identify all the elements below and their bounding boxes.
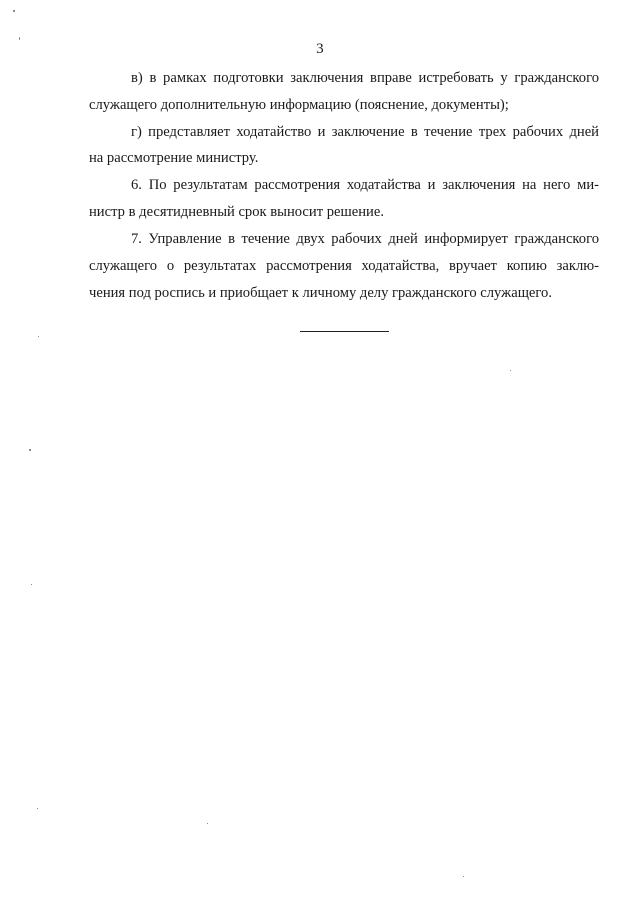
scan-speck [29, 449, 31, 451]
scan-speck [37, 808, 38, 809]
closing-divider [300, 331, 389, 332]
paragraph-v-line-1: в) в рамках подготовки заключения вправе истребовать у гражданского [131, 70, 599, 86]
scan-speck [31, 584, 32, 585]
paragraph-6-line-1: 6. По результатам рассмотрения ходатайства и заключения на него ми- [131, 177, 599, 193]
scan-speck [207, 823, 208, 824]
paragraph-7-line-3: чения под роспись и приобщает к личному делу гражданского служащего. [89, 285, 552, 301]
paragraph-7-line-2: служащего о результатах рассмотрения ходатайства, вручает копию заклю- [89, 258, 599, 274]
paragraph-v-line-2: служащего дополнительную информацию (пояснение, документы); [89, 97, 509, 113]
paragraph-g-line-2: на рассмотрение министру. [89, 150, 259, 166]
page-number: 3 [316, 41, 324, 57]
paragraph-6-line-2: нистр в десятидневный срок выносит решение. [89, 204, 384, 220]
scan-speck [510, 370, 511, 371]
paragraph-g-line-1: г) представляет ходатайство и заключение в течение трех рабочих дней [131, 124, 599, 140]
scan-speck [19, 37, 20, 40]
scan-speck [38, 336, 39, 337]
scan-speck [13, 10, 15, 12]
paragraph-7-line-1: 7. Управление в течение двух рабочих дней информирует гражданского [131, 231, 599, 247]
scan-speck [463, 876, 464, 877]
